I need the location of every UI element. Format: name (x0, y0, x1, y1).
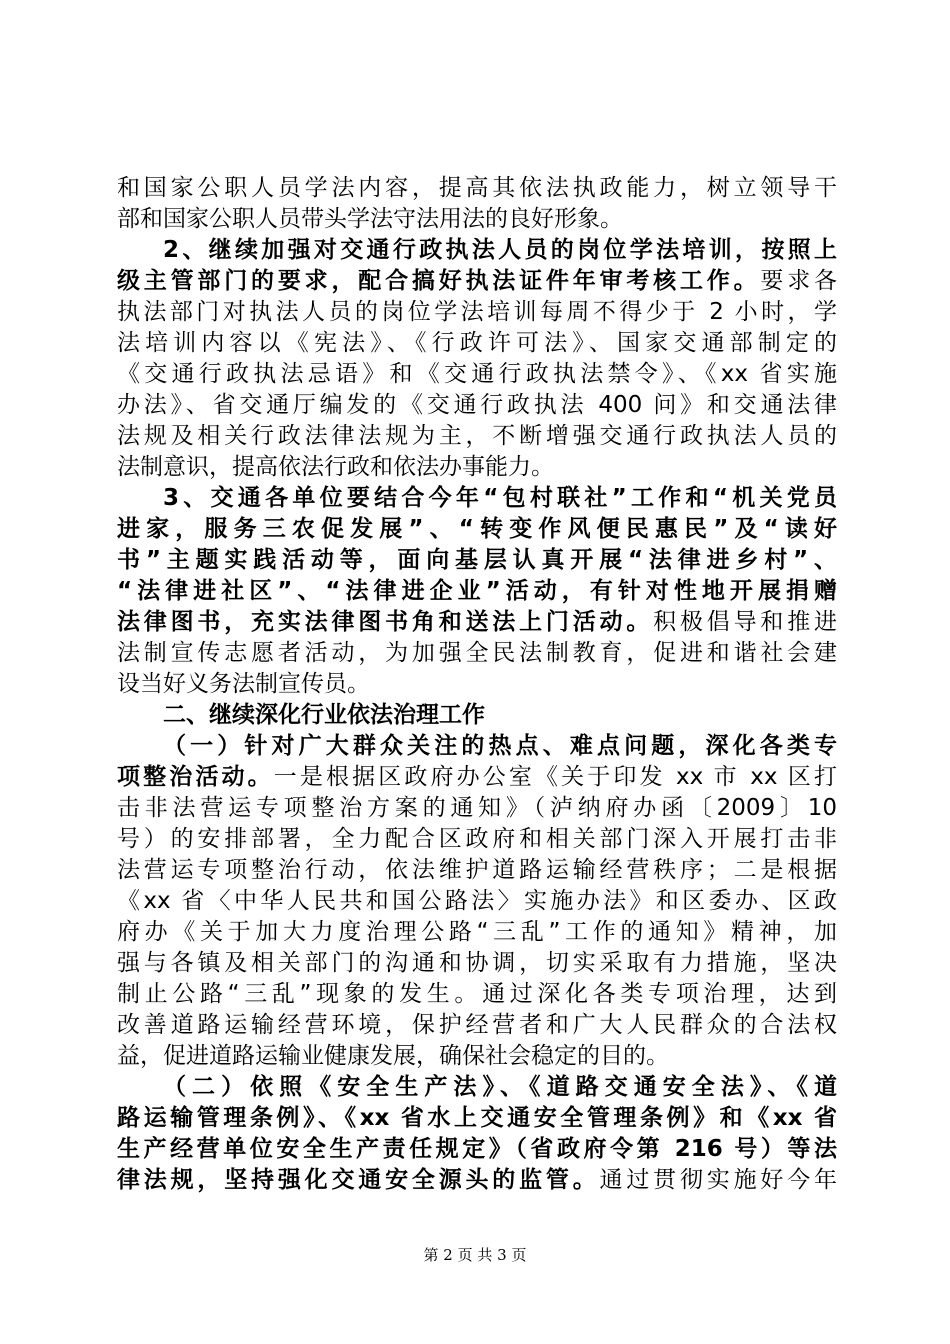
text-line (117, 855, 837, 886)
text-line (117, 483, 837, 514)
text-line (117, 886, 837, 917)
bold-text-segment: 生产经营单位安全生产责任规定》（省政府令第 216 号）等法 (117, 1136, 837, 1162)
text-line (117, 1010, 837, 1041)
text-segment: 《xx 省〈中华人民共和国公路法〉实施办法》和区委办、区政 (117, 888, 837, 914)
text-segment: 一是根据区政府办公室《关于印发 xx 市 xx 区打 (273, 764, 837, 790)
text-line (117, 793, 837, 824)
text-line (117, 669, 837, 700)
text-segment: 府办《关于加大力度治理公路“三乱”工作的通知》精神，加 (117, 919, 837, 945)
text-segment: 击非法营运专项整治方案的通知》（泸纳府办函〔2009〕10 (117, 795, 837, 821)
bold-text-segment: 3、交通各单位要结合今年“包村联社”工作和“机关党员 (163, 485, 837, 511)
text-line (117, 328, 837, 359)
bold-text-segment: 书”主题实践活动等，面向基层认真开展“法律进乡村”、 (117, 547, 837, 573)
text-line (117, 452, 837, 483)
text-segment: 号）的安排部署，全力配合区政府和相关部门深入开展打击非 (117, 826, 837, 852)
bold-text-segment: 级主管部门的要求，配合搞好执法证件年审考核工作。 (117, 268, 761, 294)
text-segment: 部和国家公职人员带头学法守法用法的良好形象。 (117, 206, 623, 232)
page-footer: 第 2 页 共 3 页 (423, 1246, 527, 1264)
bold-text-segment: 2、继续加强对交通行政执法人员的岗位学法培训，按照上 (163, 237, 837, 263)
bold-text-segment: 路运输管理条例》、《xx 省水上交通安全管理条例》和《xx 省 (117, 1105, 837, 1131)
bold-text-segment: “法律进社区”、“法律进企业”活动，有针对性地开展捐赠 (117, 578, 837, 604)
text-line (117, 1041, 837, 1072)
text-segment: 法培训内容以《宪法》、《行政许可法》、国家交通部制定的 (117, 330, 837, 356)
bold-text-segment: （一）针对广大群众关注的热点、难点问题，深化各类专 (163, 733, 837, 759)
text-line (117, 917, 837, 948)
text-line (117, 948, 837, 979)
text-line (117, 607, 837, 638)
text-segment: 设当好义务法制宣传员。 (117, 671, 370, 697)
text-segment: 办法》、省交通厅编发的《交通行政执法 400 问》和交通法律 (117, 392, 837, 418)
bold-text-segment: （二）依照《安全生产法》、《道路交通安全法》、《道 (163, 1074, 837, 1100)
text-line (117, 979, 837, 1010)
text-segment: 要求各 (760, 268, 837, 294)
text-line (117, 545, 837, 576)
text-line (117, 700, 837, 731)
text-segment: 法制宣传志愿者活动，为加强全民法制教育，促进和谐社会建 (117, 640, 837, 666)
text-line (117, 824, 837, 855)
bold-text-segment: 法律图书，充实法律图书角和送法上门活动。 (117, 609, 654, 635)
text-segment: 法制意识，提高依法行政和依法办事能力。 (117, 454, 554, 480)
text-segment: 和国家公职人员学法内容，提高其依法执政能力，树立领导干 (117, 175, 837, 201)
text-line (117, 204, 837, 235)
text-segment: 法规及相关行政法律法规为主，不断增强交通行政执法人员的 (117, 423, 837, 449)
text-line (117, 1134, 837, 1165)
text-line (117, 266, 837, 297)
text-line (117, 359, 837, 390)
text-segment: 法营运专项整治行动，依法维护道路运输经营秩序；二是根据 (117, 857, 837, 883)
bold-text-segment: 进家，服务三农促发展”、“转变作风便民惠民”及“读好 (117, 516, 837, 542)
text-line (117, 576, 837, 607)
text-line (117, 235, 837, 266)
bold-text-segment: 律法规，坚持强化交通安全源头的监管。 (117, 1167, 600, 1193)
text-line (117, 762, 837, 793)
text-line (117, 1103, 837, 1134)
text-segment: 通过贯彻实施好今年 (599, 1167, 837, 1193)
text-line (117, 1165, 837, 1196)
text-line (117, 731, 837, 762)
text-segment: 《交通行政执法忌语》和《交通行政执法禁令》、《xx 省实施 (117, 361, 837, 387)
text-line (117, 638, 837, 669)
text-line (117, 1072, 837, 1103)
text-segment: 制止公路“三乱”现象的发生。通过深化各类专项治理，达到 (117, 981, 837, 1007)
text-segment: 积极倡导和推进 (653, 609, 837, 635)
text-line (117, 173, 837, 204)
text-line (117, 390, 837, 421)
text-line (117, 297, 837, 328)
text-segment: 强与各镇及相关部门的沟通和协调，切实采取有力措施，坚决 (117, 950, 837, 976)
text-segment: 执法部门对执法人员的岗位学法培训每周不得少于 2 小时，学 (117, 299, 837, 325)
text-segment: 改善道路运输经营环境，保护经营者和广大人民群众的合法权 (117, 1012, 837, 1038)
bold-text-segment: 项整治活动。 (117, 764, 274, 790)
bold-text-segment: 二、继续深化行业依法治理工作 (163, 702, 485, 728)
text-line (117, 421, 837, 452)
text-segment: 益，促进道路运输业健康发展，确保社会稳定的目的。 (117, 1043, 669, 1069)
document-body (117, 173, 837, 1196)
text-line (117, 514, 837, 545)
